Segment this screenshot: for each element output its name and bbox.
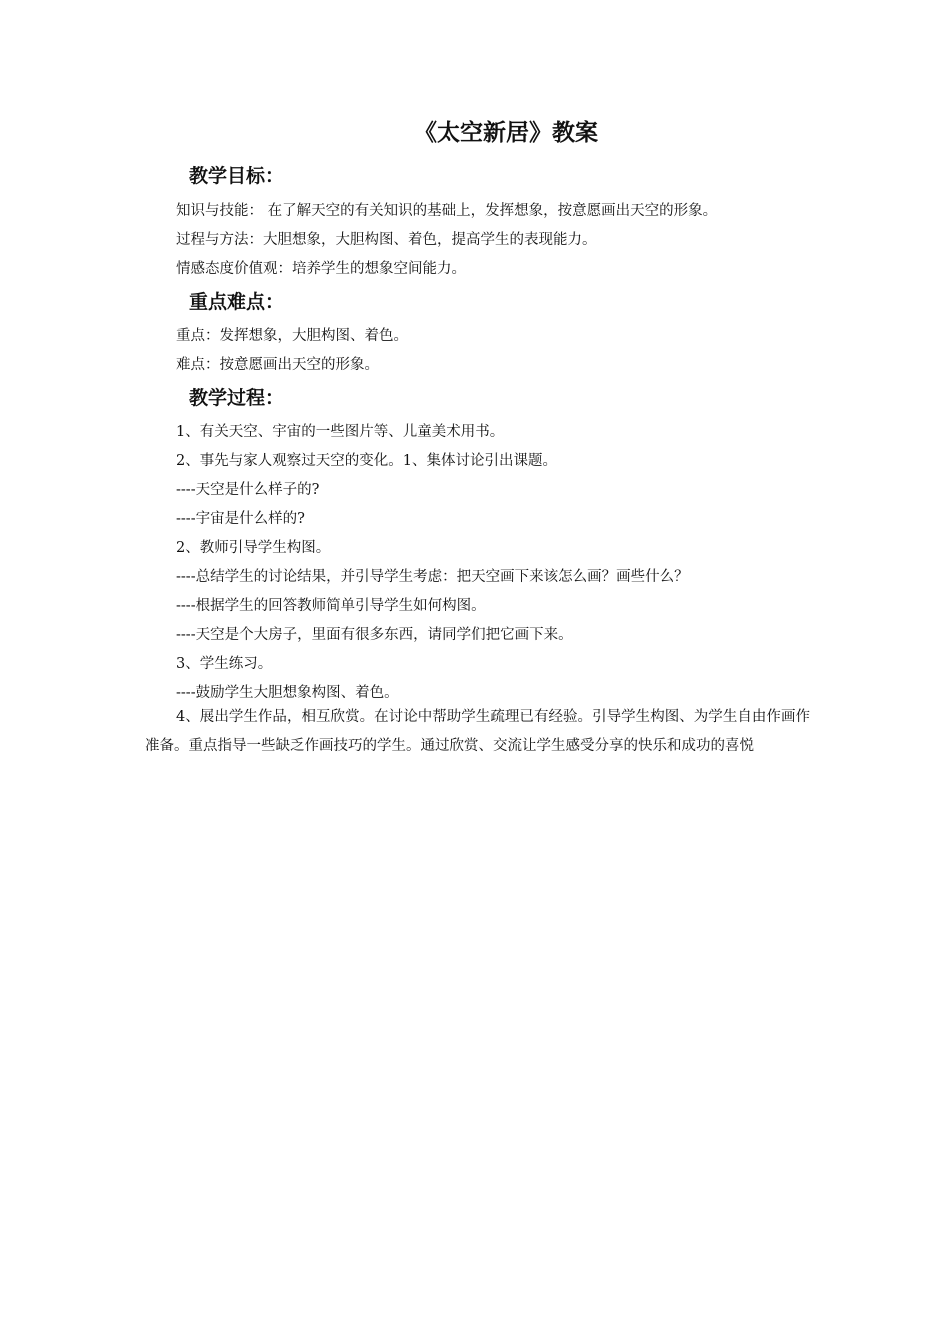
process-line: 2、教师引导学生构图。 (176, 540, 331, 556)
difficulty-line: 难点：按意愿画出天空的形象。 (176, 357, 379, 373)
process-line: ----鼓励学生大胆想象构图、着色。 (176, 685, 399, 701)
process-line: 1、有关天空、宇宙的一些图片等、儿童美术用书。 (176, 424, 505, 440)
process-line: ----宇宙是什么样的? (176, 511, 305, 527)
key-point-line: 重点：发挥想象，大胆构图、着色。 (176, 328, 408, 344)
process-line: ----天空是什么样子的? (176, 482, 320, 498)
process-final-paragraph: 4、展出学生作品，相互欣赏。在讨论中帮助学生疏理已有经验。引导学生构图、为学生自由作画作准备。重点指导一些缺乏作画技巧的学生。通过欣赏、交流让学生感受分享的快乐和成功的喜悦 (145, 709, 810, 754)
process-line: ----天空是个大房子，里面有很多东西，请同学们把它画下来。 (176, 627, 573, 643)
objective-line-attitude: 情感态度价值观：培养学生的想象空间能力。 (176, 261, 466, 277)
objective-line-knowledge: 知识与技能： 在了解天空的有关知识的基础上，发挥想象，按意愿画出天空的形象。 (176, 203, 718, 219)
process-line: ----根据学生的回答教师简单引导学生如何构图。 (176, 598, 486, 614)
section-heading-key-points: 重点难点： (189, 291, 285, 313)
objective-line-process: 过程与方法：大胆想象，大胆构图、着色，提高学生的表现能力。 (176, 232, 597, 248)
process-line: ----总结学生的讨论结果，并引导学生考虑：把天空画下来该怎么画？画些什么？ (176, 569, 689, 585)
process-line: 3、学生练习。 (176, 656, 273, 672)
section-heading-objectives: 教学目标： (189, 165, 285, 187)
section-heading-process: 教学过程： (189, 387, 285, 409)
document-title: 《太空新居》教案 (414, 120, 598, 146)
process-line: 2、事先与家人观察过天空的变化。1、集体讨论引出课题。 (176, 453, 557, 469)
